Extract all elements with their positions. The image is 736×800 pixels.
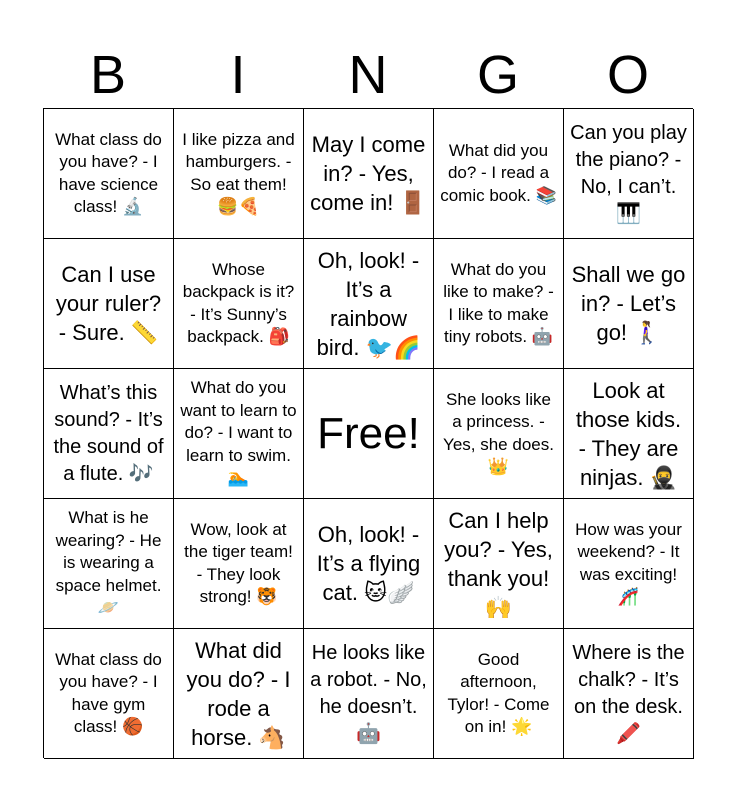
cell-text: Wow, look at the tiger team! - They look strong! 🐯 bbox=[184, 519, 293, 606]
bingo-cell[interactable] bbox=[174, 369, 304, 499]
bingo-cell[interactable] bbox=[434, 369, 564, 499]
cell-text: How was your weekend? - It was exciting! 🎢 bbox=[575, 519, 682, 606]
bingo-cell[interactable] bbox=[304, 499, 434, 629]
cell-text: Oh, look! - It’s a rainbow bird. 🐦🌈 bbox=[316, 247, 421, 360]
header-letter-b: B bbox=[89, 45, 127, 105]
bingo-cell[interactable] bbox=[564, 369, 694, 499]
cell-text: What class do you have? - I have gym class! 🏀 bbox=[55, 649, 162, 736]
bingo-cell[interactable] bbox=[304, 239, 434, 369]
cell-text: She looks like a princess. - Yes, she does. 👑 bbox=[443, 389, 554, 476]
header-letter-g: G bbox=[476, 45, 519, 105]
bingo-cell[interactable] bbox=[434, 499, 564, 629]
bingo-cell[interactable] bbox=[564, 239, 694, 369]
bingo-cell[interactable] bbox=[304, 109, 434, 239]
bingo-cell[interactable] bbox=[174, 239, 304, 369]
cell-text: I like pizza and hamburgers. - So eat them! 🍔🍕 bbox=[182, 129, 295, 216]
cell-text: What do you want to learn to do? - I want to learn to swim. 🏊 bbox=[180, 378, 297, 488]
bingo-cell[interactable] bbox=[564, 109, 694, 239]
bingo-cell[interactable] bbox=[304, 629, 434, 759]
cell-text: Shall we go in? - Let’s go! 🚶‍♀️ bbox=[571, 262, 686, 345]
header-letter-o: O bbox=[606, 45, 649, 105]
bingo-cell[interactable] bbox=[564, 629, 694, 759]
free-space[interactable] bbox=[304, 369, 434, 499]
cell-text: What did you do? - I rode a horse. 🐴 bbox=[186, 637, 291, 750]
cell-text: Where is the chalk? - It’s on the desk. 🖍️ bbox=[572, 641, 685, 745]
cell-text: Can I help you? - Yes, thank you! 🙌 bbox=[444, 507, 553, 620]
cell-text: What is he wearing? - He is wearing a space helmet. 🪐 bbox=[55, 508, 162, 618]
bingo-grid bbox=[43, 108, 693, 758]
cell-text: What do you like to make? - I like to make tiny robots. 🤖 bbox=[443, 259, 554, 346]
bingo-cell[interactable] bbox=[434, 629, 564, 759]
free-space-text: Free! bbox=[317, 408, 420, 458]
cell-text: Whose backpack is it? - It’s Sunny’s backpack. 🎒 bbox=[182, 259, 295, 346]
bingo-header bbox=[43, 42, 693, 108]
cell-text: Can you play the piano? - No, I can’t. 🎹 bbox=[570, 121, 687, 225]
bingo-cell[interactable] bbox=[44, 369, 174, 499]
bingo-cell[interactable] bbox=[44, 109, 174, 239]
cell-text: He looks like a robot. - No, he doesn’t. 🤖 bbox=[310, 641, 427, 745]
cell-text: What class do you have? - I have science class! 🔬 bbox=[55, 129, 162, 216]
bingo-cell[interactable] bbox=[44, 499, 174, 629]
cell-text: Can I use your ruler? - Sure. 📏 bbox=[55, 262, 162, 345]
cell-text: What did you do? - I read a comic book. 📚 bbox=[440, 140, 557, 205]
cell-text: May I come in? - Yes, come in! 🚪 bbox=[310, 132, 427, 215]
bingo-cell[interactable] bbox=[564, 499, 694, 629]
cell-text: Oh, look! - It’s a flying cat. 🐱🪽 bbox=[316, 522, 421, 605]
bingo-cell[interactable] bbox=[44, 239, 174, 369]
bingo-cell[interactable] bbox=[434, 109, 564, 239]
cell-text: What’s this sound? - It’s the sound of a flute. 🎶 bbox=[53, 381, 164, 485]
header-letter-n: N bbox=[348, 45, 388, 105]
bingo-cell[interactable] bbox=[174, 499, 304, 629]
cell-text: Look at those kids. - They are ninjas. 🥷 bbox=[575, 377, 682, 490]
header-letter-i: I bbox=[230, 45, 246, 105]
bingo-cell[interactable] bbox=[174, 109, 304, 239]
bingo-cell[interactable] bbox=[174, 629, 304, 759]
bingo-cell[interactable] bbox=[44, 629, 174, 759]
bingo-cell[interactable] bbox=[434, 239, 564, 369]
cell-text: Good afternoon, Tylor! - Come on in! 🌟 bbox=[447, 649, 550, 736]
